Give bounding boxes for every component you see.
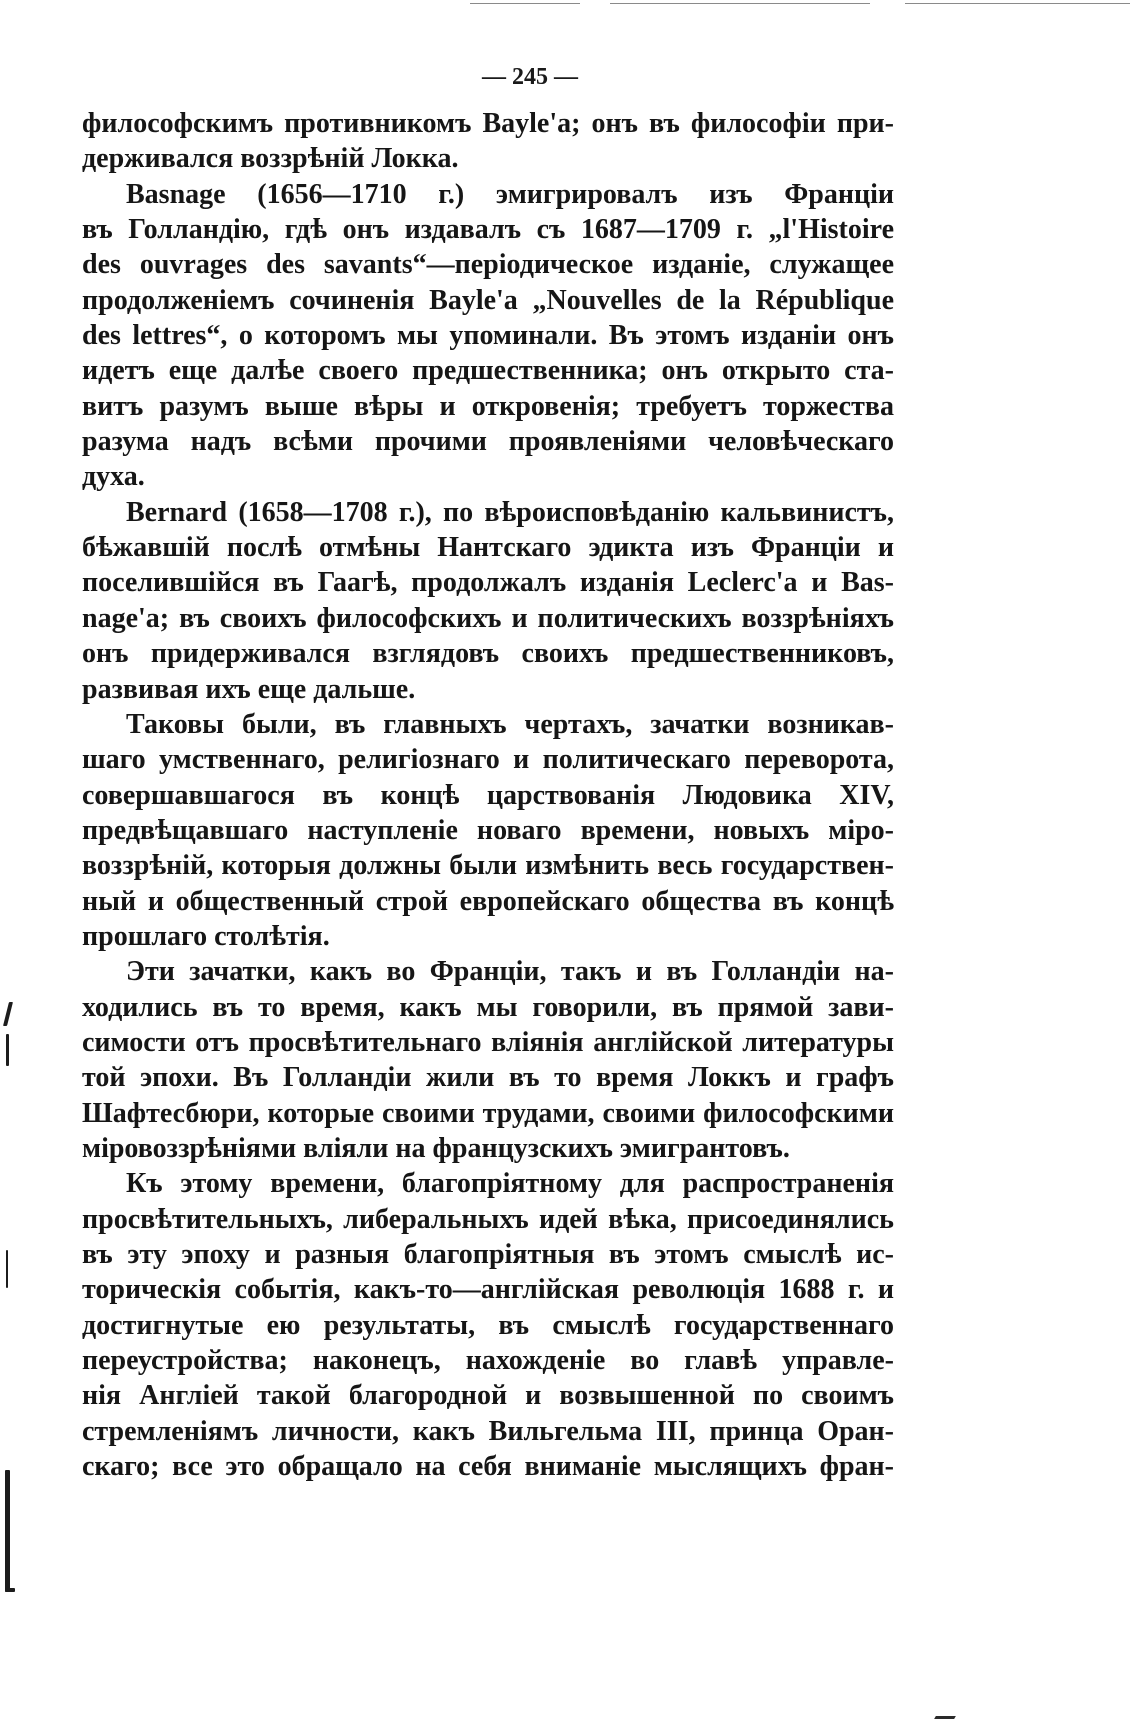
text-line: des ouvrages des savants“—періодическое изданіе, служащее <box>82 249 894 281</box>
paragraph-3 <box>82 495 894 707</box>
text-line: держивался воззрѣній Локка. <box>82 143 459 175</box>
scan-edge-mark <box>934 1716 956 1719</box>
text-line: ный и общественный строй европейскаго общества въ концѣ <box>82 885 894 917</box>
scan-margin-mark <box>3 1002 13 1026</box>
text-line: переустройства; наконецъ, нахожденіе во главѣ управле- <box>82 1345 894 1377</box>
paragraph-5 <box>82 954 894 1166</box>
text-line: бѣжавшій послѣ отмѣны Нантскаго эдикта изъ Франціи и <box>82 532 894 564</box>
text-line: въ Голландію, гдѣ онъ издавалъ съ 1687—1709 г. „l'Histoire <box>82 214 894 246</box>
text-line: Bernard (1658—1708 г.), по вѣроисповѣданію кальвинистъ, <box>126 496 894 528</box>
text-line: предвѣщавшаго наступленіе новаго времени, новыхъ міро- <box>82 814 894 846</box>
text-line: разума надъ всѣми прочими проявленіями человѣческаго <box>82 426 894 458</box>
scan-margin-mark <box>5 1470 10 1592</box>
body-text <box>82 106 894 1484</box>
text-line: nage'а; въ своихъ философскихъ и политическихъ воззрѣніяхъ <box>82 602 894 634</box>
page-number: — 245 — <box>482 64 578 90</box>
text-line: Basnage (1656—1710 г.) эмигрировалъ изъ Франціи <box>126 178 894 210</box>
text-line: симости отъ просвѣтительнаго вліянія англійской литературы <box>82 1026 894 1058</box>
text-line: Таковы были, въ главныхъ чертахъ, зачатки возникав- <box>126 708 894 740</box>
text-line: развивая ихъ еще дальше. <box>82 673 416 705</box>
scan-top-edge <box>610 3 870 4</box>
text-line: скаго; все это обращало на себя вниманіе мыслящихъ фран- <box>82 1451 894 1483</box>
text-line: просвѣтительныхъ, либеральныхъ идей вѣка, присоединялись <box>82 1203 894 1235</box>
scan-top-edge <box>470 3 580 4</box>
text-line: Эти зачатки, какъ во Франціи, такъ и въ Голландіи на- <box>126 956 894 988</box>
text-line: онъ придерживался взглядовъ своихъ предшественниковъ, <box>82 638 894 670</box>
text-line: Шафтесбюри, которые своими трудами, своими философскими <box>82 1097 894 1129</box>
text-line: витъ разумъ выше вѣры и откровенія; требуетъ торжества <box>82 390 894 422</box>
paragraph-4 <box>82 707 894 954</box>
text-line: воззрѣній, которыя должны были измѣнить весь государствен- <box>82 850 894 882</box>
text-line: поселившійся въ Гаагѣ, продолжалъ изданія Leclerc'а и Bas- <box>82 567 894 599</box>
text-line: достигнутые ею результаты, въ смыслѣ государственнаго <box>82 1309 894 1341</box>
text-line: философскимъ противникомъ Bayle'а; онъ въ философіи при- <box>82 108 894 139</box>
text-line: des lettres“, о которомъ мы упоминали. Въ этомъ изданіи онъ <box>82 320 894 352</box>
text-line: продолженіемъ сочиненія Bayle'а „Nouvelles de la République <box>82 284 894 316</box>
text-line: стремленіямъ личности, какъ Вильгельма III, принца Оран- <box>82 1415 894 1447</box>
scan-margin-mark <box>6 1034 9 1066</box>
text-line: идетъ еще далѣе своего предшественника; онъ открыто ста- <box>82 355 894 387</box>
text-line: ходились въ то время, какъ мы говорили, въ прямой зави- <box>82 991 894 1023</box>
text-line: міровоззрѣніями вліяли на французскихъ эмигрантовъ. <box>82 1132 790 1164</box>
scan-top-edge <box>905 3 1130 4</box>
scan-margin-mark <box>6 1250 8 1288</box>
text-line: нія Англіей такой благородной и возвышенной по своимъ <box>82 1380 894 1412</box>
text-line: духа. <box>82 461 145 493</box>
text-line: въ эту эпоху и разныя благопріятныя въ этомъ смыслѣ ис- <box>82 1239 894 1270</box>
text-line: совершавшагося въ концѣ царствованія Людовика XIV, <box>82 779 894 811</box>
text-line: той эпохи. Въ Голландіи жили въ то время Локкъ и графъ <box>82 1062 894 1094</box>
paragraph-2 <box>82 177 894 495</box>
text-line: Къ этому времени, благопріятному для распространенія <box>126 1168 894 1200</box>
text-line: прошлаго столѣтія. <box>82 920 330 952</box>
paragraph-1 <box>82 106 894 177</box>
text-line: шаго умственнаго, религіознаго и политическаго переворота, <box>82 744 894 776</box>
text-line: торическія событія, какъ-то—англійская революція 1688 г. и <box>82 1274 894 1306</box>
paragraph-6 <box>82 1166 894 1484</box>
scan-margin-mark <box>5 1588 15 1592</box>
